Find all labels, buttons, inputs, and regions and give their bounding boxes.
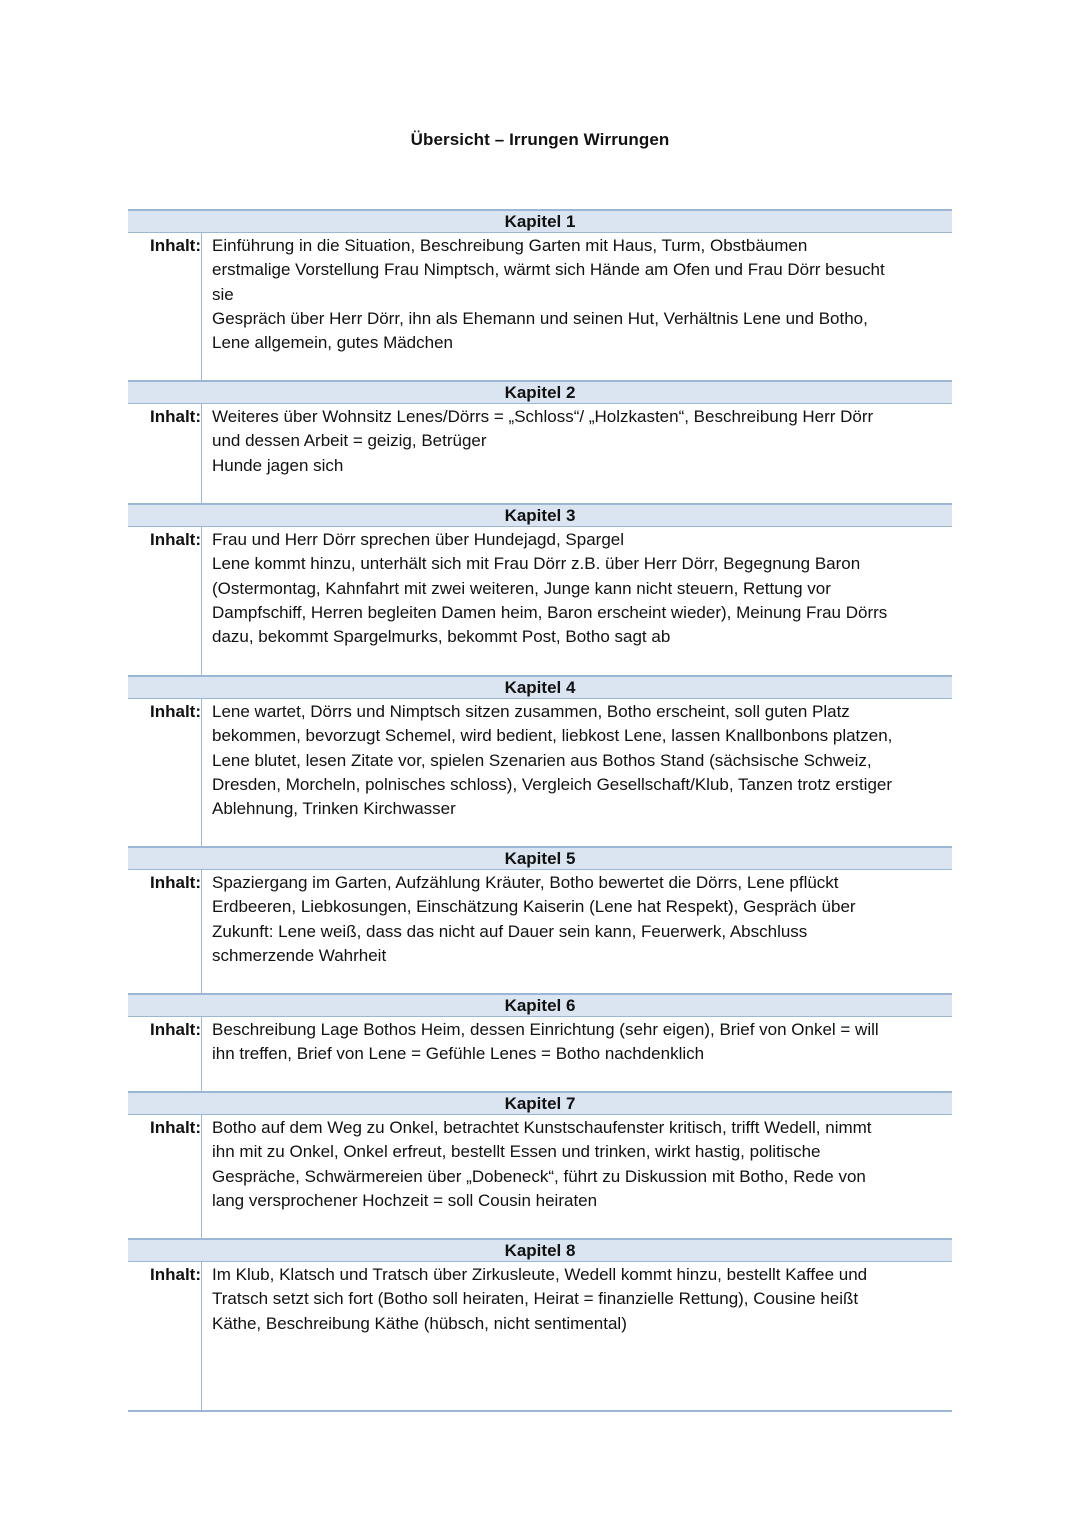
content-line: Dresden, Morcheln, polnisches schloss), Vergleich Gesellschaft/Klub, Tanzen trotz erstiger [212, 774, 893, 794]
content-line: Lene kommt hinzu, unterhält sich mit Frau Dörr z.B. über Herr Dörr, Begegnung Baron [212, 554, 861, 574]
content-line: Lene wartet, Dörrs und Nimptsch sitzen zusammen, Botho erscheint, soll guten Platz [212, 702, 850, 721]
chapter-heading: Kapitel 6 [128, 993, 952, 1017]
chapter-body [128, 1115, 952, 1238]
column-divider [201, 404, 202, 503]
column-divider [201, 1115, 202, 1238]
chapter-body [128, 699, 952, 847]
chapter-content [212, 1262, 948, 1336]
page-title: Übersicht – Irrungen Wirrungen [410, 130, 670, 149]
chapter-heading: Kapitel 3 [128, 503, 952, 527]
content-label: Inhalt: [150, 1020, 201, 1039]
content-line: erstmalige Vorstellung Frau Nimptsch, wärmt sich Hände am Ofen und Frau Dörr besucht [212, 260, 885, 280]
content-label: Inhalt: [150, 702, 201, 721]
content-line: Hunde jagen sich [212, 455, 344, 475]
content-line: und dessen Arbeit = geizig, Betrüger [212, 431, 487, 451]
chapter-heading: Kapitel 2 [128, 380, 952, 404]
content-label: Inhalt: [150, 530, 201, 549]
column-divider [201, 870, 202, 994]
content-line: Frau und Herr Dörr sprechen über Hundejagd, Spargel [212, 530, 625, 549]
column-divider [201, 233, 202, 380]
chapter-heading: Kapitel 7 [128, 1091, 952, 1115]
chapter-content [212, 404, 948, 478]
content-line: Lene blutet, lesen Zitate vor, spielen Szenarien aus Bothos Stand (sächsische Schweiz, [212, 750, 872, 770]
chapter-content [212, 699, 948, 821]
content-line: lang versprochener Hochzeit = soll Cousin heiraten [212, 1190, 598, 1210]
chapter-heading: Kapitel 5 [128, 846, 952, 870]
chapter-content [212, 870, 948, 968]
content-line: Einführung in die Situation, Beschreibung Garten mit Haus, Turm, Obstbäumen [212, 236, 808, 255]
content-line: (Ostermontag, Kahnfahrt mit zwei weiteren, Junge kann nicht steuern, Rettung vor [212, 578, 831, 598]
content-line: sie [212, 284, 234, 304]
column-divider [201, 699, 202, 847]
content-line: Im Klub, Klatsch und Tratsch über Zirkusleute, Wedell kommt hinzu, bestellt Kaffee und [212, 1265, 868, 1284]
table-bottom-border [128, 1410, 952, 1412]
content-line: Dampfschiff, Herren begleiten Damen heim, Baron erscheint wieder), Meinung Frau Dörrs [212, 602, 888, 622]
column-divider [201, 527, 202, 675]
content-line: Beschreibung Lage Bothos Heim, dessen Einrichtung (sehr eigen), Brief von Onkel = will [212, 1020, 879, 1039]
chapter-heading: Kapitel 4 [128, 675, 952, 699]
chapter-body [128, 1017, 952, 1091]
content-label: Inhalt: [150, 1118, 201, 1137]
content-line: Tratsch setzt sich fort (Botho soll heiraten, Heirat = finanzielle Rettung), Cousine heißt [212, 1289, 859, 1309]
content-line: schmerzende Wahrheit [212, 945, 387, 965]
content-line: Weiteres über Wohnsitz Lenes/Dörrs = „Schloss“/ „Holzkasten“, Beschreibung Herr Dörr [212, 407, 874, 426]
chapter-body [128, 527, 952, 675]
content-label: Inhalt: [150, 1265, 201, 1284]
content-line: Lene allgemein, gutes Mädchen [212, 333, 453, 353]
chapter-heading: Kapitel 1 [128, 209, 952, 233]
chapter-body [128, 1262, 952, 1410]
content-line: Ablehnung, Trinken Kirchwasser [212, 799, 456, 819]
content-line: Zukunft: Lene weiß, dass das nicht auf Dauer sein kann, Feuerwerk, Abschluss [212, 921, 808, 941]
chapter-heading: Kapitel 8 [128, 1238, 952, 1262]
chapter-content [212, 1017, 948, 1067]
chapter-body [128, 233, 952, 380]
content-line: dazu, bekommt Spargelmurks, bekommt Post, Botho sagt ab [212, 627, 671, 647]
content-line: bekommen, bevorzugt Schemel, wird bedient, liebkost Lene, lassen Knallbonbons platzen, [212, 726, 893, 746]
content-line: Gespräche, Schwärmereien über „Dobeneck“, führt zu Diskussion mit Botho, Rede von [212, 1166, 866, 1186]
content-line: Käthe, Beschreibung Käthe (hübsch, nicht sentimental) [212, 1313, 627, 1333]
column-divider [201, 1262, 202, 1410]
column-divider [201, 1017, 202, 1091]
content-line: Spaziergang im Garten, Aufzählung Kräuter, Botho bewertet die Dörrs, Lene pflückt [212, 873, 839, 892]
content-line: Botho auf dem Weg zu Onkel, betrachtet Kunstschaufenster kritisch, trifft Wedell, nimmt [212, 1118, 872, 1137]
chapter-body [128, 870, 952, 994]
content-line: ihn treffen, Brief von Lene = Gefühle Lenes = Botho nachdenklich [212, 1044, 705, 1064]
chapter-content [212, 527, 948, 649]
chapter-body [128, 404, 952, 503]
content-label: Inhalt: [150, 236, 201, 255]
content-line: ihn mit zu Onkel, Onkel erfreut, bestellt Essen und trinken, wirkt hastig, politische [212, 1142, 821, 1162]
chapter-content [212, 1115, 948, 1213]
content-label: Inhalt: [150, 873, 201, 892]
content-label: Inhalt: [150, 407, 201, 426]
content-line: Erdbeeren, Liebkosungen, Einschätzung Kaiserin (Lene hat Respekt), Gespräch über [212, 897, 856, 917]
chapter-content [212, 233, 948, 355]
content-line: Gespräch über Herr Dörr, ihn als Ehemann und seinen Hut, Verhältnis Lene und Botho, [212, 308, 868, 328]
